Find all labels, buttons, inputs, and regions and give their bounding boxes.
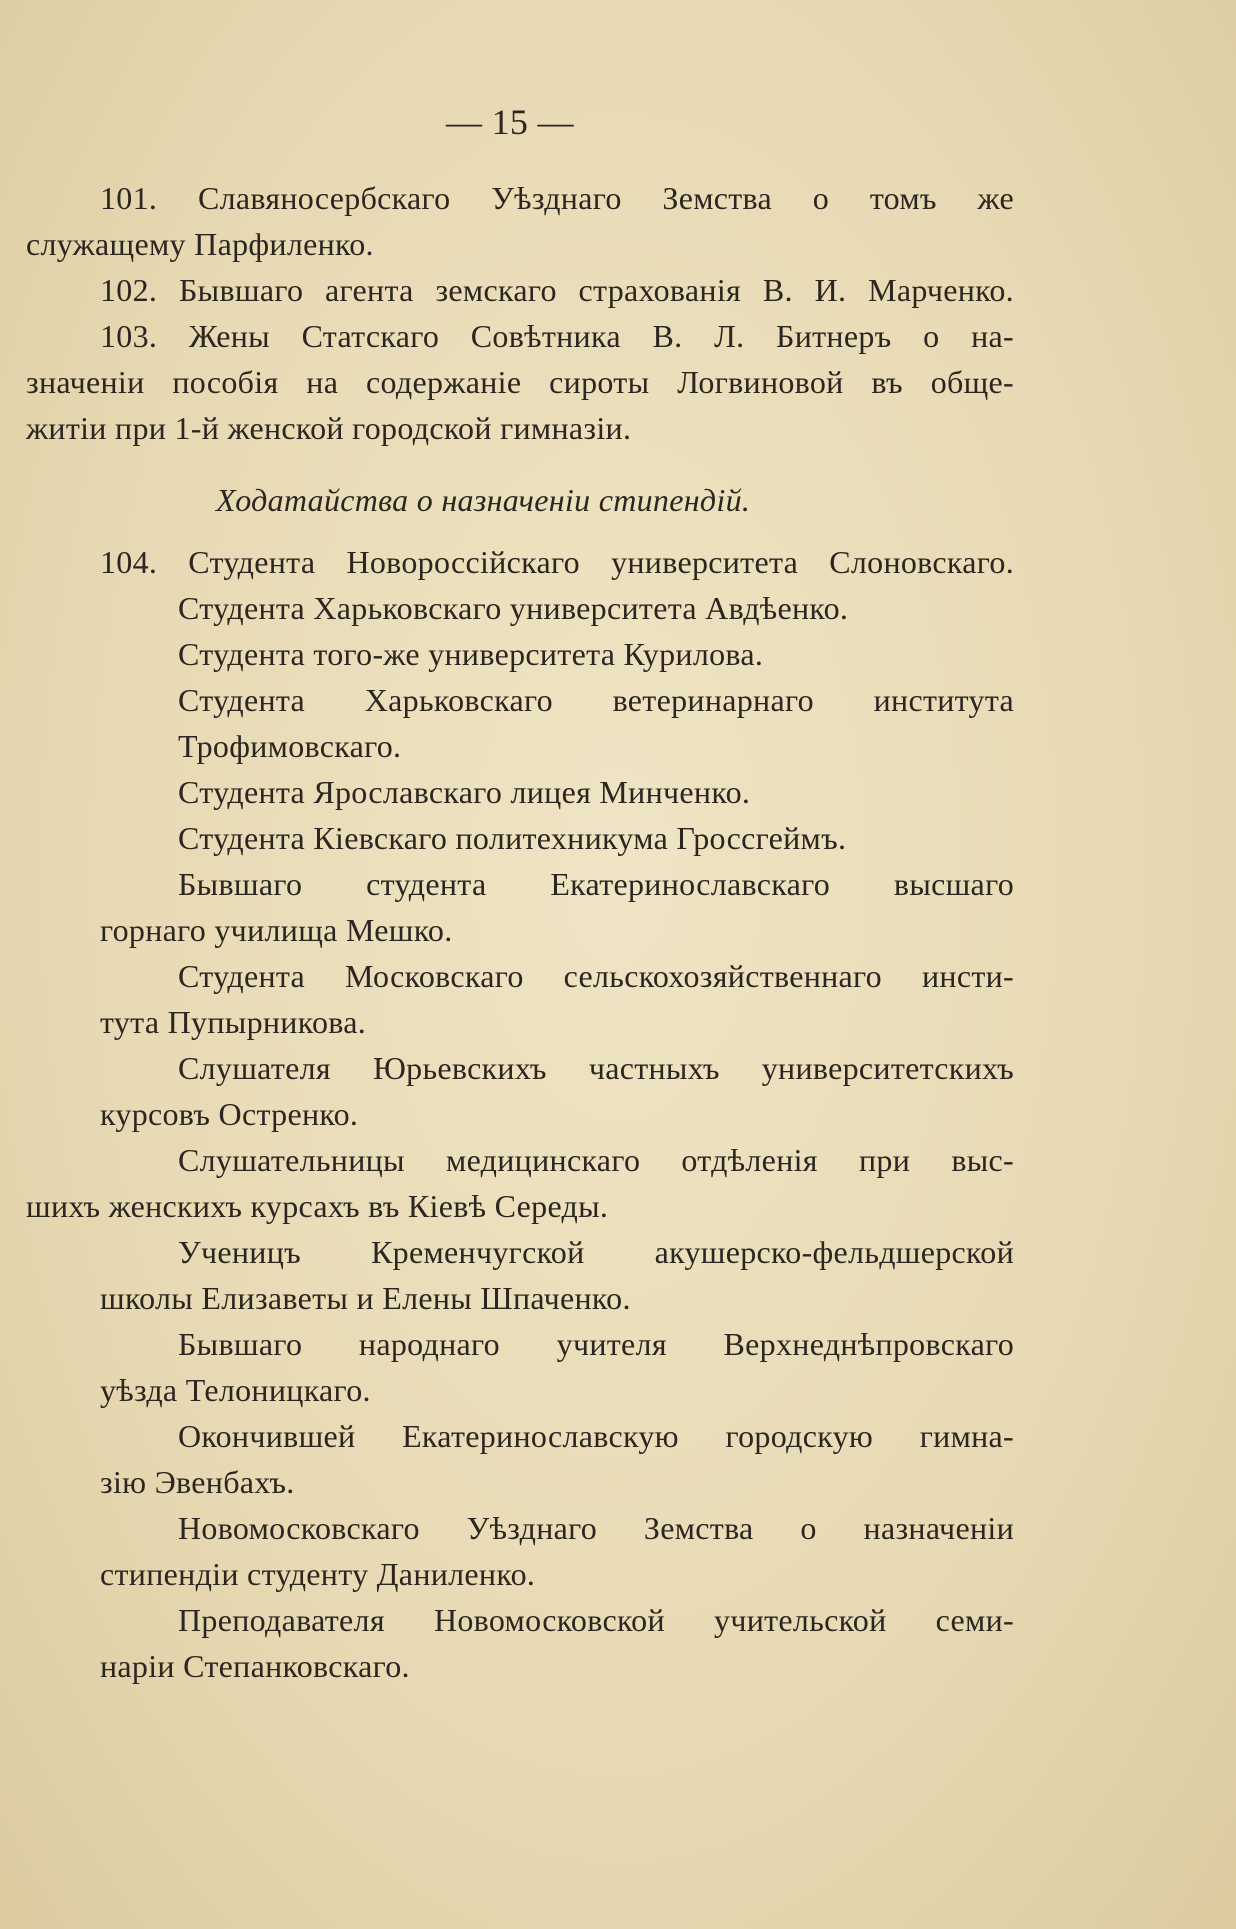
text-line: Преподавателя Новомосковской учительской семи- bbox=[178, 1602, 1014, 1638]
text-line: Студента Харьковскаго университета Авдѣенко. bbox=[178, 590, 849, 626]
text-line: 104. Студента Новороссійскаго университета Слоновскаго. bbox=[100, 544, 1014, 580]
page-number: — 15 — bbox=[446, 102, 574, 142]
text-line: курсовъ Остренко. bbox=[100, 1096, 359, 1132]
text-line: Бывшаго студента Екатеринославскаго высшаго bbox=[178, 866, 1014, 902]
text-line: тута Пупырникова. bbox=[100, 1004, 367, 1040]
text-line: Ученицъ Кременчугской акушерско-фельдшерской bbox=[178, 1234, 1014, 1270]
text-line: Студента того-же университета Курилова. bbox=[178, 636, 764, 672]
text-line: зію Эвенбахъ. bbox=[100, 1464, 295, 1500]
text-line: стипендіи студенту Даниленко. bbox=[100, 1556, 536, 1592]
text-line: наріи Степанковскаго. bbox=[100, 1648, 410, 1684]
text-line: Трофимовскаго. bbox=[178, 728, 402, 764]
text-line: школы Елизаветы и Елены Шпаченко. bbox=[100, 1280, 631, 1316]
text-line: Бывшаго народнаго учителя Верхнеднѣпровскаго bbox=[178, 1326, 1014, 1362]
text-line: Студента Московскаго сельскохозяйственнаго инсти- bbox=[178, 958, 1014, 994]
text-line: Студента Кіевскаго политехникума Гроссгеймъ. bbox=[178, 820, 847, 856]
text-line: житіи при 1-й женской городской гимназіи. bbox=[26, 410, 632, 446]
text-line: Студента Ярославскаго лицея Минченко. bbox=[178, 774, 751, 810]
text-line: Слушателя Юрьевскихъ частныхъ университетскихъ bbox=[178, 1050, 1014, 1086]
text-line: 102. Бывшаго агента земскаго страхованія В. И. Марченко. bbox=[100, 272, 1014, 308]
text-line: Слушательницы медицинскаго отдѣленія при выс- bbox=[178, 1142, 1014, 1178]
text-line: горнаго училища Мешко. bbox=[100, 912, 453, 948]
text-line: служащему Парфиленко. bbox=[26, 226, 374, 262]
text-line: 103. Жены Статскаго Совѣтника В. Л. Битнеръ о на- bbox=[100, 318, 1014, 354]
text-line: Новомосковскаго Уѣзднаго Земства о назначеніи bbox=[178, 1510, 1014, 1546]
text-line: шихъ женскихъ курсахъ въ Кіевѣ Середы. bbox=[26, 1188, 609, 1224]
text-line: Окончившей Екатеринославскую городскую гимна- bbox=[178, 1418, 1014, 1454]
text-line: Студента Харьковскаго ветеринарнаго института bbox=[178, 682, 1014, 718]
text-line: 101. Славяносербскаго Уѣзднаго Земства о томъ же bbox=[100, 180, 1014, 216]
text-line: уѣзда Телоницкаго. bbox=[100, 1372, 371, 1408]
section-heading: Ходатайства о назначеніи стипендій. bbox=[216, 482, 751, 518]
text-line: значеніи пособія на содержаніе сироты Логвиновой въ обще- bbox=[26, 364, 1014, 400]
